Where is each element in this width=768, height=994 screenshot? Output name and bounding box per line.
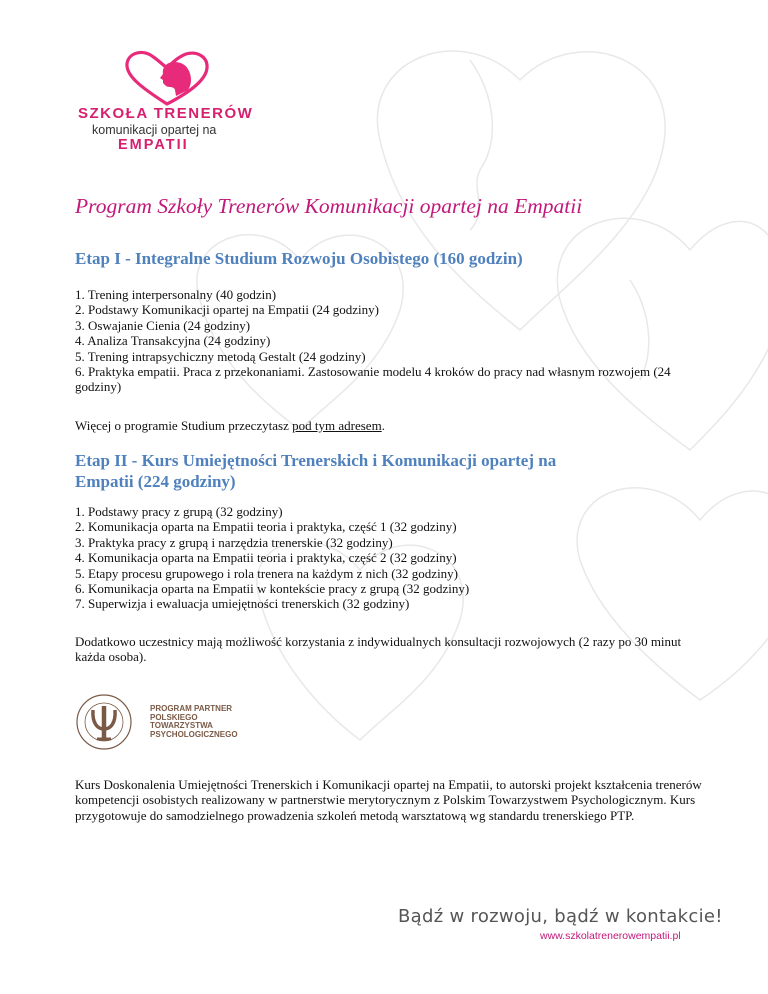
list-item: 6. Praktyka empatii. Praca z przekonaniami. Zastosowanie modelu 4 kroków do pracy nad własnym rozwojem (24 godziny) bbox=[75, 364, 671, 395]
logo-subtitle: komunikacji opartej na bbox=[92, 123, 217, 137]
list-item: 3. Praktyka pracy z grupą i narzędzia trenerskie (32 godziny) bbox=[75, 534, 393, 550]
more-info-suffix: . bbox=[381, 418, 385, 433]
stage1-heading: Etap I - Integralne Studium Rozwoju Osobistego (160 godzin) bbox=[75, 249, 523, 268]
list-item: 2. Komunikacja oparta na Empatii teoria i praktyka, część 1 (32 godziny) bbox=[75, 519, 457, 535]
list-item: 5. Etapy procesu grupowego i rola trenera na każdym z nich (32 godziny) bbox=[75, 565, 459, 581]
list-item: 1. Trening interpersonalny (40 godzin) bbox=[75, 287, 277, 302]
logo-empatii: EMPATII bbox=[118, 137, 189, 153]
list-item: 5. Trening intrapsychiczny metodą Gestalt (24 godziny) bbox=[75, 348, 366, 364]
stage1-list bbox=[75, 287, 715, 395]
ptp-line2: POLSKIEGO bbox=[150, 712, 198, 722]
stage2-heading-line2: Empatii (224 godziny) bbox=[75, 472, 236, 491]
footer-slogan: Bądź w rozwoju, bądź w kontakcie! bbox=[398, 906, 723, 927]
logo-school-name: SZKOŁA TRENERÓW bbox=[78, 105, 254, 122]
page-title: Program Szkoły Trenerów Komunikacji opartej na Empatii bbox=[75, 194, 583, 218]
list-item: 3. Oswajanie Cienia (24 godziny) bbox=[75, 317, 251, 333]
list-item: 1. Podstawy pracy z grupą (32 godziny) bbox=[75, 504, 283, 519]
stage1-more-info bbox=[75, 418, 705, 433]
stage2-heading bbox=[75, 450, 556, 492]
list-item: 4. Komunikacja oparta na Empatii teoria i praktyka, część 2 (32 godziny) bbox=[75, 550, 457, 566]
school-logo bbox=[70, 50, 260, 160]
list-item: 2. Podstawy Komunikacji opartej na Empatii (24 godziny) bbox=[75, 302, 379, 318]
heart-face-logo-icon bbox=[122, 50, 212, 106]
closing-paragraph: Kurs Doskonalenia Umiejętności Trenerskich i Komunikacji opartej na Empatii, to autorski projekt kształcenia trenerów kompetencji osobistych realizowany w partnerstwie merytorycznym z Polskim Towarzystwem Psychologicznym. Kurs przygotowuje do samodzielnego prowadzenia szkoleń metodą warsztatową wg standardu trenerskiego PTP. bbox=[75, 777, 702, 823]
ptp-partner-badge bbox=[72, 692, 262, 752]
stage2-heading-line1: Etap II - Kurs Umiejętności Trenerskich i Komunikacji opartej na bbox=[75, 451, 557, 470]
stage2-extra-info: Dodatkowo uczestnicy mają możliwość korzystania z indywidualnych konsultacji rozwojowych (2 razy po 30 minut każda osoba). bbox=[75, 634, 682, 665]
more-info-link[interactable]: pod tym adresem bbox=[292, 418, 382, 433]
list-item: 4. Analiza Transakcyjna (24 godziny) bbox=[75, 333, 271, 349]
ptp-psi-logo-icon bbox=[72, 692, 144, 752]
stage2-list bbox=[75, 504, 715, 612]
ptp-line3: TOWARZYSTWA bbox=[150, 721, 213, 730]
ptp-line1: PROGRAM PARTNER bbox=[150, 704, 233, 713]
list-item: 7. Superwizja i ewaluacja umiejętności trenerskich (32 godziny) bbox=[75, 596, 410, 612]
ptp-line4: PSYCHOLOGICZNEGO bbox=[150, 729, 238, 739]
list-item: 6. Komunikacja oparta na Empatii w kontekście pracy z grupą (32 godziny) bbox=[75, 581, 470, 597]
more-info-text: Więcej o programie Studium przeczytasz bbox=[75, 418, 293, 433]
footer-url-link[interactable]: www.szkolatrenerowempatii.pl bbox=[540, 930, 681, 942]
ptp-text bbox=[150, 705, 238, 739]
